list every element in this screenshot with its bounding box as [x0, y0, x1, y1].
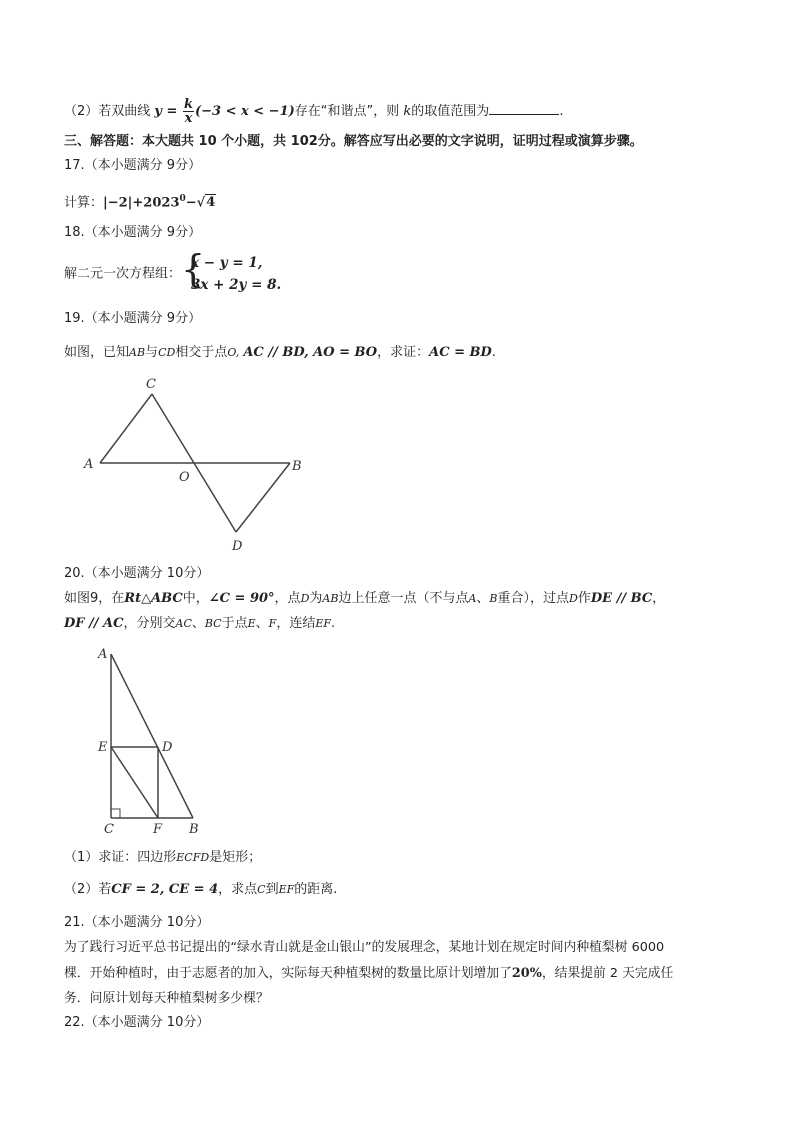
- q20-part2: （2）若CF = 2, CE = 4，求点C到EF的距离.: [64, 882, 338, 897]
- q19-figure: [80, 372, 310, 554]
- section-3-heading: 三、解答题：本大题共 10 个小题，共 102分。解答应写出必要的文字说明，证明过程或演算步骤。: [64, 134, 643, 149]
- q21-body-line2: 棵．开始种植时，由于志愿者的加入，实际每天种植梨树的数量比原计划增加了20%，结果提前 2 天完成任: [64, 966, 674, 981]
- q18-body: 解二元一次方程组： { x − y = 1, 3x + 2y = 8.: [64, 252, 281, 302]
- point-a-label: A: [84, 457, 94, 472]
- q21-body-line3: 务．问原计划每天种植梨树多少棵？: [64, 991, 269, 1006]
- q20-body-line1: 如图9，在Rt△ABC中，∠C = 90°，点D为AB边上任意一点（不与点A、B重合），过点D作DE // BC，: [64, 591, 666, 606]
- point-f-label: F: [153, 822, 163, 837]
- q21-header: 21.（本小题满分 10分）: [64, 915, 210, 930]
- q21-body-line1: 为了践行习近平总书记提出的“绿水青山就是金山银山”的发展理念，某地计划在规定时间内种植梨树 6000: [64, 940, 665, 955]
- answer-blank: [489, 100, 559, 115]
- q17-header: 17.（本小题满分 9分）: [64, 158, 202, 173]
- q20-figure: [90, 642, 220, 838]
- segment-ef: [111, 747, 158, 818]
- q17-body: 计算：$|-2|+2023^0-√4$: [64, 194, 216, 211]
- q20-part1: （1）求证：四边形ECFD是矩形；: [64, 850, 262, 865]
- point-o-label: O: [179, 470, 190, 485]
- point-a-label: A: [98, 647, 108, 662]
- point-c-label: C: [104, 822, 114, 837]
- q20-body-line2: DF // AC，分别交AC、BC于点E、F，连结EF.: [64, 616, 336, 631]
- q19-body: 如图，已知AB与CD相交于点O, AC // BD, AO = BO，求证：AC = BD.: [64, 345, 496, 360]
- radicand: 4: [206, 195, 216, 211]
- q16-part2-line: （2）若双曲线 y = $\frac{k}{x}$ (−3 < x < −1)存在“和谐点”，则 k的取值范围为 .: [64, 97, 564, 126]
- q19-header: 19.（本小题满分 9分）: [64, 311, 202, 326]
- point-b-label: B: [292, 459, 302, 474]
- equation-system: { x − y = 1, 3x + 2y = 8.: [181, 247, 282, 293]
- segment-ab: [111, 654, 193, 818]
- q20-header: 20.（本小题满分 10分）: [64, 566, 210, 581]
- point-e-label: E: [98, 740, 108, 755]
- point-d-label: D: [232, 539, 243, 554]
- point-d-label: D: [162, 740, 173, 755]
- point-c-label: C: [146, 377, 156, 392]
- k-over-x-fraction: $\frac{k}{x}$: [183, 97, 193, 126]
- right-angle-mark: [111, 809, 120, 818]
- segment-bd: [236, 463, 290, 532]
- segment-ac: [100, 394, 152, 463]
- q22-header: 22.（本小题满分 10分）: [64, 1015, 210, 1030]
- q18-header: 18.（本小题满分 9分）: [64, 225, 202, 240]
- point-b-label: B: [189, 822, 199, 837]
